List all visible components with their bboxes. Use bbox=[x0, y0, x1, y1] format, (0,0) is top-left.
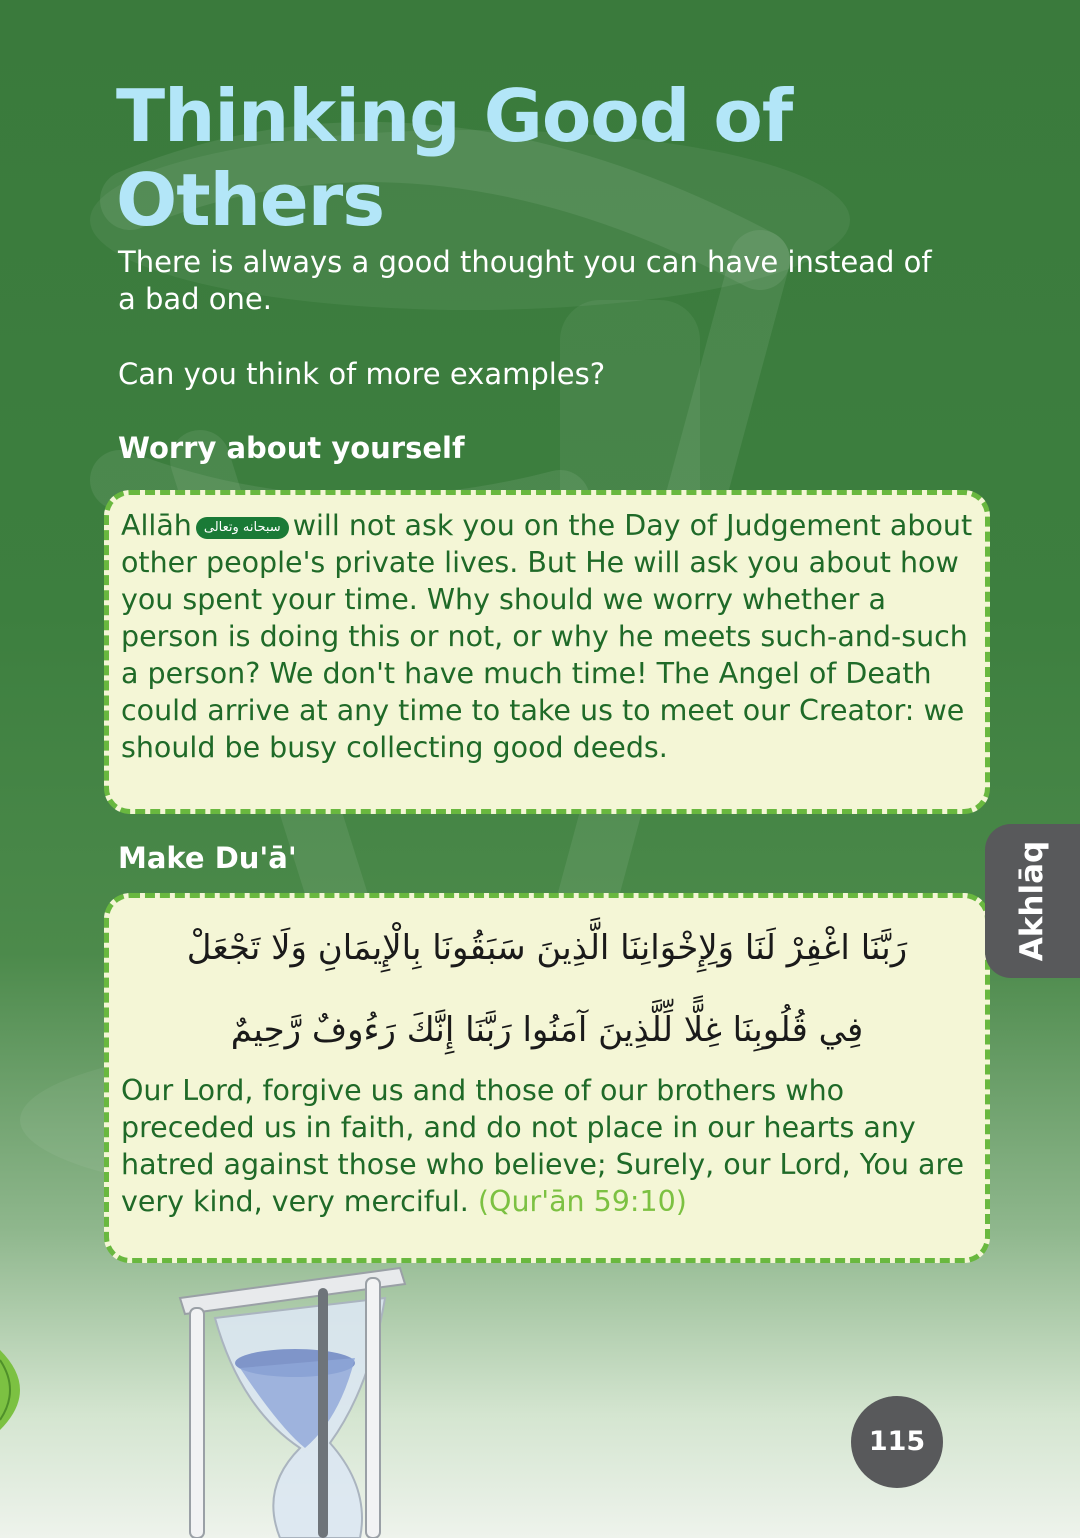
dua-translation: Our Lord, forgive us and those of our brothers who preceded us in faith, and do not place in our hearts any hatred against those who believe; Surely, our Lord, You are very kind, very merciful. bbox=[121, 1074, 965, 1218]
page-title: Thinking Good of Others bbox=[116, 74, 793, 242]
dua-translation-paragraph bbox=[121, 1072, 973, 1220]
section-heading-dua: Make Du'ā' bbox=[118, 841, 297, 875]
page-number-badge: 115 bbox=[851, 1396, 943, 1488]
swt-honorific-badge: سبحانه وتعالى bbox=[196, 517, 289, 539]
leaf-icon bbox=[0, 1350, 40, 1430]
quran-reference: (Qur'ān 59:10) bbox=[477, 1185, 687, 1218]
worry-paragraph bbox=[121, 507, 973, 766]
section-heading-worry: Worry about yourself bbox=[118, 431, 465, 465]
allah-word: Allāh bbox=[121, 509, 192, 542]
arabic-verse-line-2: فِي قُلُوبِنَا غِلًّا لِّلَّذِينَ آمَنُوا رَبَّنَا إِنَّكَ رَءُوفٌ رَّحِيمٌ bbox=[230, 1010, 864, 1050]
chapter-tab-label: Akhlāq bbox=[1014, 840, 1050, 962]
question-text: Can you think of more examples? bbox=[118, 357, 606, 391]
arabic-verse-line-1: رَبَّنَا اغْفِرْ لَنَا وَلِإِخْوَانِنَا الَّذِينَ سَبَقُونَا بِالْإِيمَانِ وَلَا تَجْعَلْ bbox=[186, 928, 908, 968]
intro-text: There is always a good thought you can have instead of a bad one. bbox=[118, 245, 932, 316]
chapter-side-tab[interactable] bbox=[985, 824, 1080, 978]
worry-body-text: will not ask you on the Day of Judgement about other people's private lives. But He will ask you about how you spent your time. Why should we worry whether a person is doing this or not, or why he meets such-and-such a person? We don't have much time! The Angel of Death could arrive at any time to take us to meet our Creator: we should be busy collecting good deeds. bbox=[121, 509, 973, 764]
dua-text-box bbox=[104, 893, 990, 1263]
hourglass-icon bbox=[170, 1258, 430, 1538]
worry-text-box bbox=[104, 490, 990, 814]
